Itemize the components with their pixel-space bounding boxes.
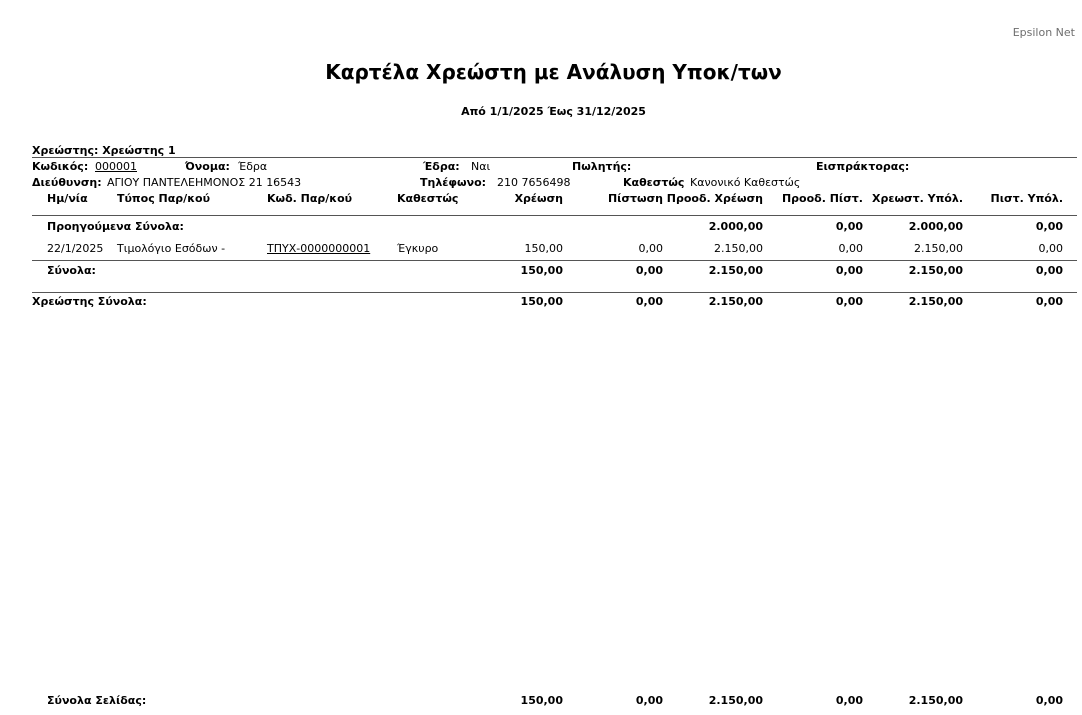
previous-credit-balance: 0,00 xyxy=(1035,220,1063,233)
col-header-credit-balance: Πιστ. Υπόλ. xyxy=(990,192,1063,205)
row-date: 22/1/2025 xyxy=(47,242,104,255)
address-label: Διεύθυνση: xyxy=(32,176,102,189)
col-header-doc-code: Κωδ. Παρ/κού xyxy=(267,192,353,205)
col-header-debit: Χρέωση xyxy=(514,192,563,205)
debtor-phone: 210 7656498 xyxy=(497,176,571,189)
debtor-status: Κανονικό Καθεστώς xyxy=(690,176,801,189)
debtor-totals-prev-credit: 0,00 xyxy=(835,295,863,308)
totals-debit-balance: 2.150,00 xyxy=(908,264,963,277)
col-header-prev-debit: Προοδ. Χρέωση xyxy=(666,192,763,205)
name-label: Όνομα: xyxy=(185,160,230,173)
phone-label: Τηλέφωνο: xyxy=(420,176,487,189)
debtor-totals-credit-balance: 0,00 xyxy=(1035,295,1063,308)
row-prev-debit: 2.150,00 xyxy=(714,242,763,255)
col-header-debit-balance: Χρεωστ. Υπόλ. xyxy=(872,192,963,205)
col-header-status: Καθεστώς xyxy=(397,192,459,205)
page-totals-debit-balance: 2.150,00 xyxy=(908,694,963,707)
totals-divider xyxy=(32,292,1077,293)
seat-label: Έδρα: xyxy=(423,160,460,173)
row-doc-type: Τιμολόγιο Εσόδων - xyxy=(117,242,226,255)
debtor-seat: Ναι xyxy=(471,160,491,173)
brand-label: Epsilon Net xyxy=(1012,26,1075,39)
previous-prev-debit: 2.000,00 xyxy=(708,220,763,233)
seller-label: Πωλητής: xyxy=(572,160,632,173)
row-debit: 150,00 xyxy=(524,242,563,255)
debtor-totals-credit: 0,00 xyxy=(635,295,663,308)
report-period: Από 1/1/2025 Έως 31/12/2025 xyxy=(461,105,646,118)
row-prev-credit: 0,00 xyxy=(838,242,863,255)
page-totals-label: Σύνολα Σελίδας: xyxy=(47,694,147,707)
page-totals-credit: 0,00 xyxy=(635,694,663,707)
row-credit: 0,00 xyxy=(638,242,663,255)
col-header-prev-credit: Προοδ. Πίστ. xyxy=(781,192,863,205)
row-credit-balance: 0,00 xyxy=(1038,242,1063,255)
debtor-totals-debit-balance: 2.150,00 xyxy=(908,295,963,308)
page-totals-credit-balance: 0,00 xyxy=(1035,694,1063,707)
code-label: Κωδικός: xyxy=(32,160,89,173)
col-header-credit: Πίστωση xyxy=(607,192,663,205)
page-totals-prev-debit: 2.150,00 xyxy=(708,694,763,707)
totals-credit: 0,00 xyxy=(635,264,663,277)
previous-debit-balance: 2.000,00 xyxy=(908,220,963,233)
debtor-totals-prev-debit: 2.150,00 xyxy=(708,295,763,308)
row-divider xyxy=(32,260,1077,261)
previous-prev-credit: 0,00 xyxy=(835,220,863,233)
debtor-totals-label: Χρεώστης Σύνολα: xyxy=(32,295,147,308)
collector-label: Εισπράκτορας: xyxy=(816,160,910,173)
totals-credit-balance: 0,00 xyxy=(1035,264,1063,277)
col-header-doc-type: Τύπος Παρ/κού xyxy=(117,192,210,205)
debtor-heading: Χρεώστης: Χρεώστης 1 xyxy=(32,144,176,157)
status-label: Καθεστώς xyxy=(623,176,685,189)
totals-debit: 150,00 xyxy=(520,264,563,277)
header-divider xyxy=(32,157,1077,158)
debtor-address: ΑΓΙΟΥ ΠΑΝΤΕΛΕΗΜΟΝΟΣ 21 16543 xyxy=(107,176,302,189)
totals-prev-debit: 2.150,00 xyxy=(708,264,763,277)
row-status: Έγκυρο xyxy=(397,242,439,255)
col-header-date: Ημ/νία xyxy=(47,192,88,205)
debtor-code-link[interactable]: 000001 xyxy=(95,160,137,173)
totals-prev-credit: 0,00 xyxy=(835,264,863,277)
page-totals-prev-credit: 0,00 xyxy=(835,694,863,707)
previous-totals-label: Προηγούμενα Σύνολα: xyxy=(47,220,184,233)
debtor-totals-debit: 150,00 xyxy=(520,295,563,308)
row-debit-balance: 2.150,00 xyxy=(914,242,963,255)
debtor-name: Έδρα xyxy=(238,160,268,173)
column-header-divider xyxy=(32,215,1077,216)
report-title: Καρτέλα Χρεώστη με Ανάλυση Υποκ/των xyxy=(325,60,782,84)
page-totals-debit: 150,00 xyxy=(520,694,563,707)
totals-label: Σύνολα: xyxy=(47,264,96,277)
row-doc-code-link[interactable]: ΤΠΥΧ-0000000001 xyxy=(267,242,371,255)
